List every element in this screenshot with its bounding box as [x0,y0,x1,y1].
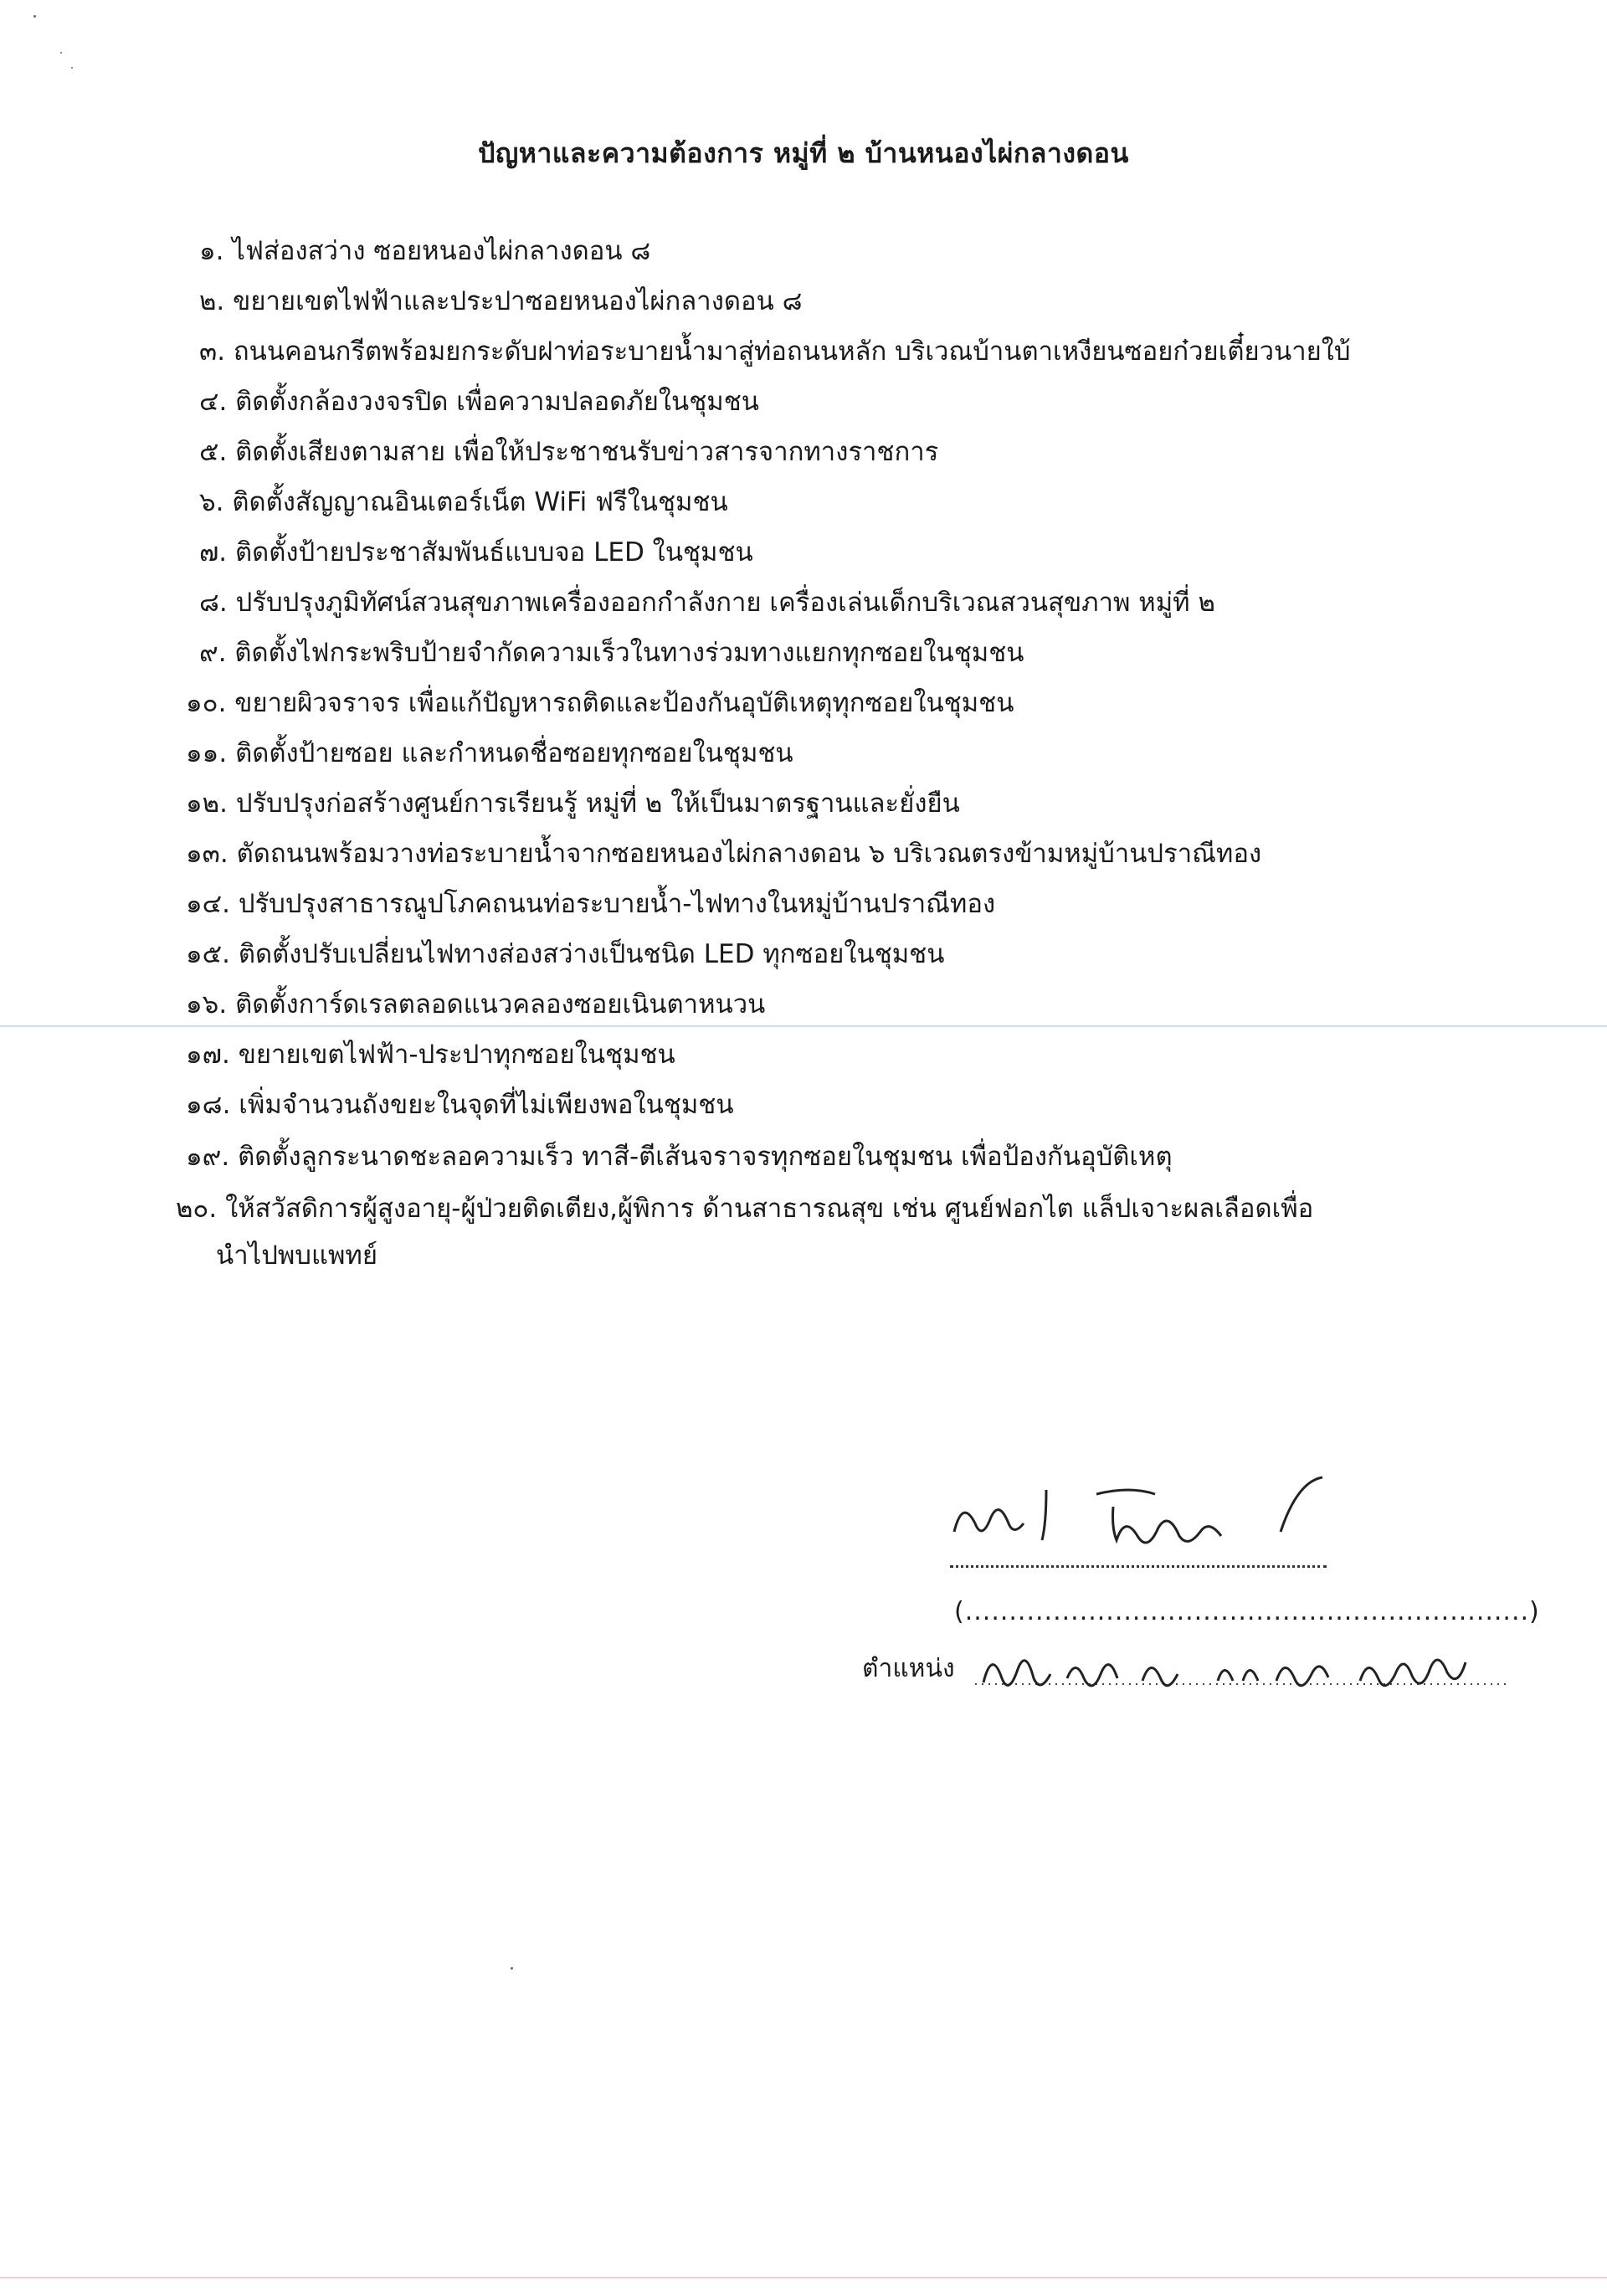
scan-speck [511,1967,513,1970]
list-item: ๑๑. ติดตั้งป้ายซอย และกำหนดชื่อซอยทุกซอยในชุมชน [186,738,793,768]
list-item: ๑๔. ปรับปรุงสาธารณูปโภคถนนท่อระบายน้ำ-ไฟทางในหมู่บ้านปราณีทอง [186,889,996,919]
list-item: ๑๖. ติดตั้งการ์ดเรลตลอดแนวคลองซอยเนินตาหนวน [186,989,766,1020]
position-handwriting-image [975,1632,1544,1708]
list-item: ๑๓. ตัดถนนพร้อมวางท่อระบายน้ำจากซอยหนองไผ่กลางดอน ๖ บริเวณตรงข้ามหมู่บ้านปราณีทอง [186,839,1262,869]
list-item-continuation: นำไปพบแพทย์ [216,1240,377,1271]
list-item: ๑๐. ขยายผิวจราจร เพื่อแก้ปัญหารถติดและป้องกันอุบัติเหตุทุกซอยในชุมชน [186,688,1014,718]
scan-line [0,1025,1607,1027]
list-item: ๒. ขยายเขตไฟฟ้าและประปาซอยหนองไผ่กลางดอน ๘ [199,286,803,316]
scan-speck [33,15,36,18]
list-item: ๖. ติดตั้งสัญญาณอินเตอร์เน็ต WiFi ฟรีในชุมชน [199,487,728,517]
list-item: ๑๕. ติดตั้งปรับเปลี่ยนไฟทางส่องสว่างเป็นชนิด LED ทุกซอยในชุมชน [186,939,945,969]
list-item: ๔. ติดตั้งกล้องวงจรปิด เพื่อความปลอดภัยในชุมชน [199,387,759,417]
paren-close: ) [1529,1597,1540,1626]
list-item: ๙. ติดตั้งไฟกระพริบป้ายจำกัดความเร็วในทางร่วมทางแยกทุกซอยในชุมชน [199,638,1024,668]
signature-image [921,1473,1356,1565]
scan-speck [71,67,73,69]
list-item: ๒๐. ให้สวัสดิการผู้สูงอายุ-ผู้ป่วยติดเตียง,ผู้พิการ ด้านสาธารณสุข เช่น ศูนย์ฟอกไต แล็ปเจาะผลเลือดเพื่อ [176,1194,1314,1224]
list-item: ๑๒. ปรับปรุงก่อสร้างศูนย์การเรียนรู้ หมู่ที่ ๒ ให้เป็นมาตรฐานและยั่งยืน [186,788,960,819]
scan-line [0,2277,1607,2278]
list-item: ๕. ติดตั้งเสียงตามสาย เพื่อให้ประชาชนรับข่าวสารจากทางราชการ [199,437,939,467]
list-item: ๑๗. ขยายเขตไฟฟ้า-ประปาทุกซอยในชุมชน [186,1040,675,1070]
scan-speck [60,52,62,54]
position-label: ตำแหน่ง [862,1654,955,1683]
list-item: ๗. ติดตั้งป้ายประชาสัมพันธ์แบบจอ LED ในชุมชน [199,537,753,568]
list-item: ๑๘. เพิ่มจำนวนถังขยะในจุดที่ไม่เพียงพอในชุมชน [186,1090,734,1120]
list-item: ๘. ปรับปรุงภูมิทัศน์สวนสุขภาพเครื่องออกกำลังกาย เครื่องเล่นเด็กบริเวณสวนสุขภาพ หมู่ที่ ๒ [199,588,1215,618]
list-item: ๑๙. ติดตั้งลูกระนาดชะลอความเร็ว ทาสี-ตีเส้นจราจรทุกซอยในชุมชน เพื่อป้องกันอุบัติเหตุ [186,1142,1173,1172]
paren-open: ( [954,1597,965,1626]
list-item: ๓. ถนนคอนกรีตพร้อมยกระดับฝาท่อระบายน้ำมาสู่ท่อถนนหลัก บริเวณบ้านตาเหงียนซอยก๋วยเตี๋ยวนายใบ้ [199,336,1351,367]
page-title: ปัญหาและความต้องการ หมู่ที่ ๒ บ้านหนองไผ่กลางดอน [478,137,1129,169]
signer-name-parentheses [954,1597,1540,1626]
signature-dotted-line [950,1565,1327,1568]
paren-dots: ................................................................ [964,1597,1530,1626]
list-item: ๑. ไฟส่องสว่าง ซอยหนองไผ่กลางดอน ๘ [199,236,651,266]
